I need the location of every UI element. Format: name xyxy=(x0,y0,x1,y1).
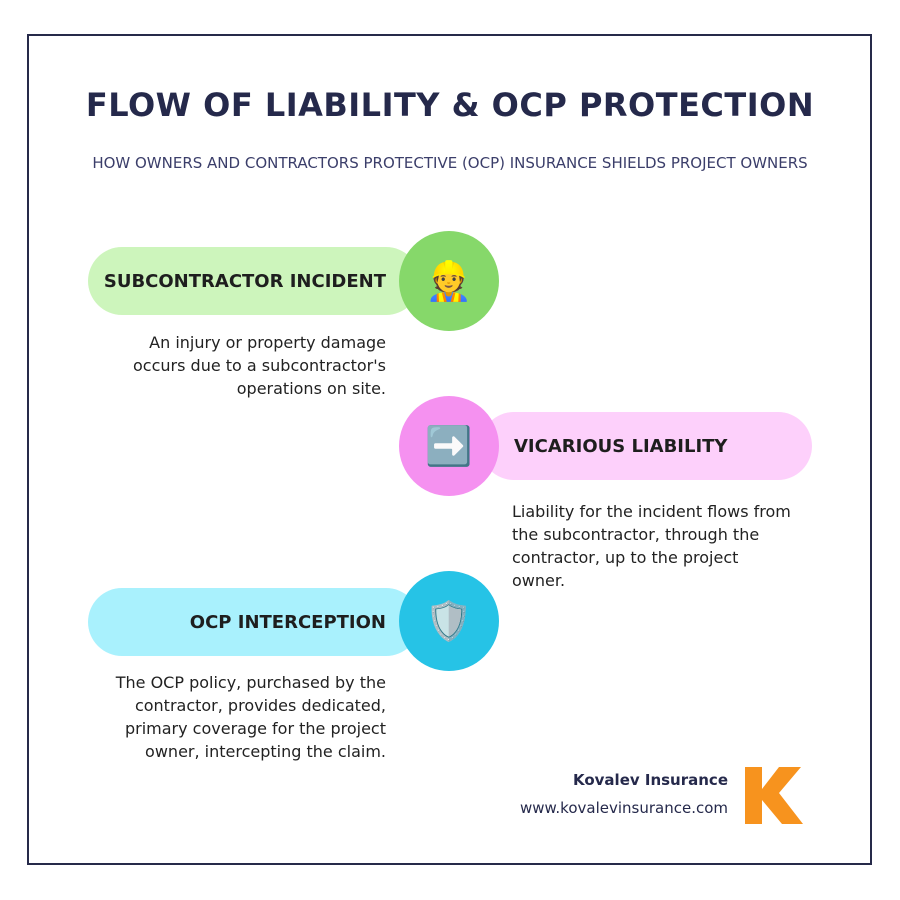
step-pill-subcontractor-incident xyxy=(88,247,420,315)
brand-name: Kovalev Insurance xyxy=(572,771,728,789)
step-description: Liability for the incident flows from the subcontractor, through the contractor, up to the project owner. xyxy=(512,502,791,590)
step-pill-ocp-interception xyxy=(88,588,420,656)
step-description: The OCP policy, purchased by the contractor, provides dedicated, primary coverage for the project owner, intercepting the claim. xyxy=(115,673,386,761)
step-label: OCP INTERCEPTION xyxy=(189,611,386,633)
shield-icon: 🛡️ xyxy=(399,571,499,671)
step-label: SUBCONTRACTOR INCIDENT xyxy=(103,270,386,292)
step-description: An injury or property damage occurs due to a subcontractor's operations on site. xyxy=(133,333,386,398)
construction-worker-icon: 👷 xyxy=(399,231,499,331)
step-pill-vicarious-liability xyxy=(480,412,812,480)
page-subtitle: HOW OWNERS AND CONTRACTORS PROTECTIVE (OCP) INSURANCE SHIELDS PROJECT OWNERS xyxy=(92,154,808,172)
page-title: FLOW OF LIABILITY & OCP PROTECTION xyxy=(85,86,815,124)
step-label: VICARIOUS LIABILITY xyxy=(514,435,728,457)
kovalev-logo-icon xyxy=(745,767,805,824)
right-arrow-icon: ➡️ xyxy=(399,396,499,496)
brand-url[interactable]: www.kovalevinsurance.com xyxy=(519,799,728,817)
